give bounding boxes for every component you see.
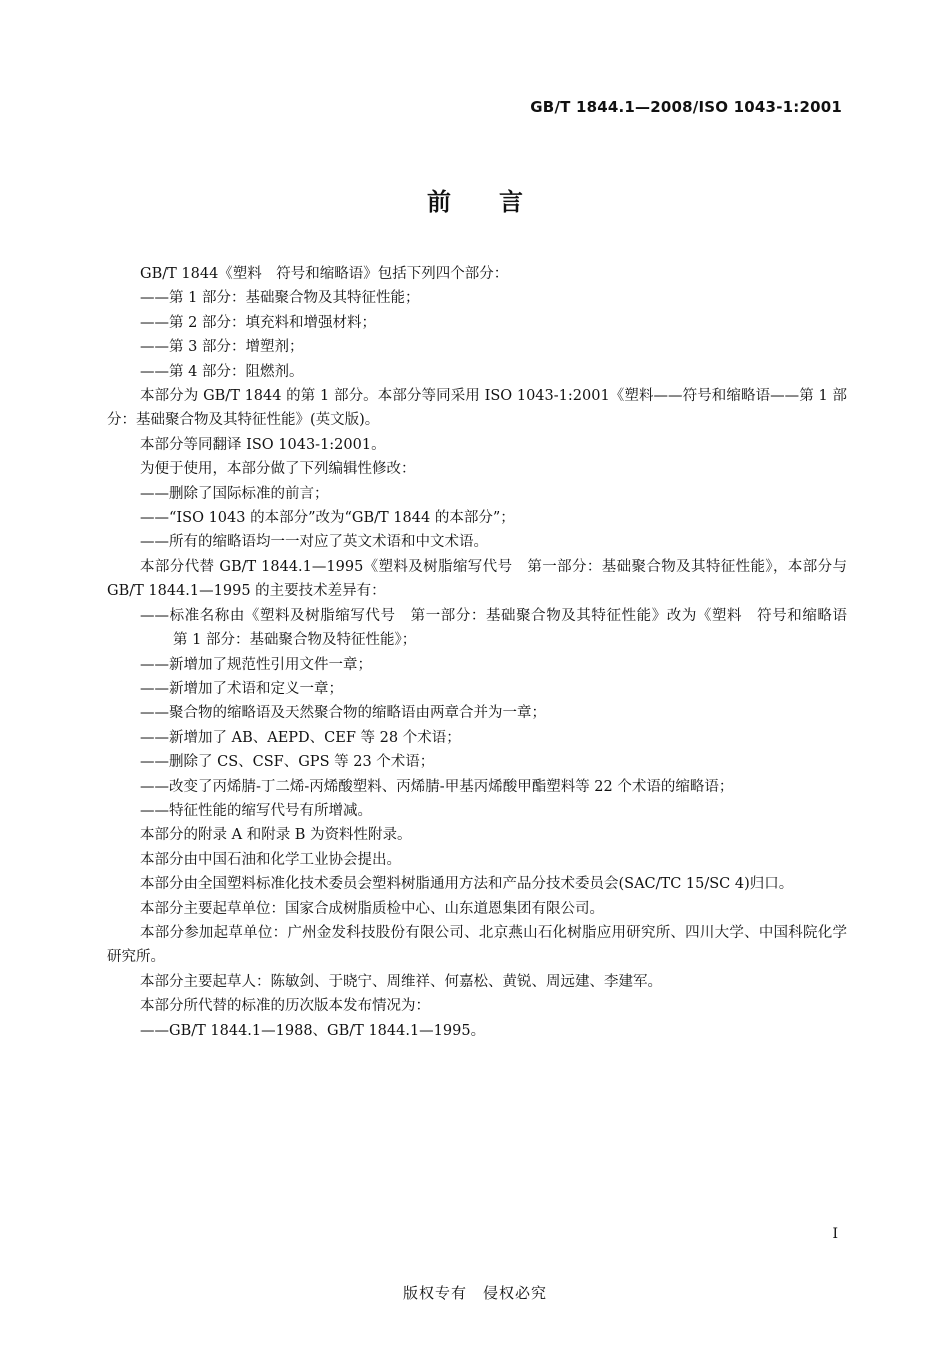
foreword-body <box>107 262 862 1043</box>
paragraph: 本部分主要起草人：陈敏剑、于晓宁、周维祥、何嘉松、黄锐、周远建、李建军。 <box>140 973 662 990</box>
list-item: ——标准名称由《塑料及树脂缩写代号 第一部分：基础聚合物及其特征性能》改为《塑料 符号和缩略语 第 1 部分：基础聚合物及特征性能》； <box>140 607 862 649</box>
standard-code-header: GB/T 1844.1—2008/ISO 1043-1:2001 <box>530 98 842 116</box>
paragraph: 本部分的附录 A 和附录 B 为资料性附录。 <box>140 827 412 844</box>
list-item: ——第 1 部分：基础聚合物及其特征性能； <box>140 290 420 307</box>
paragraph: 本部分由全国塑料标准化技术委员会塑料树脂通用方法和产品分技术委员会(SAC/TC 15/SC 4)归口。 <box>140 876 794 893</box>
paragraph: 本部分为 GB/T 1844 的第 1 部分。本部分等同采用 ISO 1043-1:2001《塑料——符号和缩略语——第 1 部分：基础聚合物及其特征性能》(英文版)。 <box>107 388 847 429</box>
page-title: 前言 <box>427 188 571 216</box>
page-number: I <box>832 1226 838 1242</box>
paragraph: 本部分主要起草单位：国家合成树脂质检中心、山东道恩集团有限公司。 <box>140 900 604 917</box>
list-item: ——新增加了 AB、AEPD、CEF 等 28 个术语； <box>140 729 461 746</box>
list-item: ——新增加了术语和定义一章； <box>140 680 343 697</box>
paragraph: 为便于使用，本部分做了下列编辑性修改： <box>140 461 416 478</box>
list-item: ——删除了 CS、CSF、GPS 等 23 个术语； <box>140 754 435 771</box>
list-item: ——GB/T 1844.1—1988、GB/T 1844.1—1995。 <box>140 1022 486 1039</box>
paragraph: 本部分所代替的标准的历次版本发布情况为： <box>140 998 430 1015</box>
list-item: ——改变了丙烯腈-丁二烯-丙烯酸塑料、丙烯腈-甲基丙烯酸甲酯塑料等 22 个术语的缩略语； <box>140 778 734 795</box>
list-item: ——新增加了规范性引用文件一章； <box>140 656 372 673</box>
list-item: ——特征性能的缩写代号有所增减。 <box>140 802 372 819</box>
copyright-footer: 版权专有 侵权必究 <box>402 1284 547 1302</box>
list-item: ——所有的缩略语均一一对应了英文术语和中文术语。 <box>140 534 488 551</box>
paragraph: 本部分等同翻译 ISO 1043-1:2001。 <box>140 436 386 453</box>
paragraph: 本部分参加起草单位：广州金发科技股份有限公司、北京燕山石化树脂应用研究所、四川大学、中国科院化学研究所。 <box>107 924 847 966</box>
list-item: ——聚合物的缩略语及天然聚合物的缩略语由两章合并为一章； <box>140 705 546 722</box>
list-item: ——删除了国际标准的前言； <box>140 485 329 502</box>
paragraph: 本部分代替 GB/T 1844.1—1995《塑料及树脂缩写代号 第一部分：基础聚合物及其特征性能》，本部分与 GB/T 1844.1—1995 的主要技术差异有： <box>107 558 852 600</box>
list-item: ——“ISO 1043 的本部分”改为“GB/T 1844 的本部分”； <box>140 510 515 527</box>
list-item: ——第 2 部分：填充料和增强材料； <box>140 314 376 331</box>
list-item: ——第 4 部分：阻燃剂。 <box>140 363 304 380</box>
list-item: ——第 3 部分：增塑剂； <box>140 339 304 356</box>
paragraph: 本部分由中国石油和化学工业协会提出。 <box>140 851 401 868</box>
paragraph: GB/T 1844《塑料 符号和缩略语》包括下列四个部分： <box>140 266 509 282</box>
